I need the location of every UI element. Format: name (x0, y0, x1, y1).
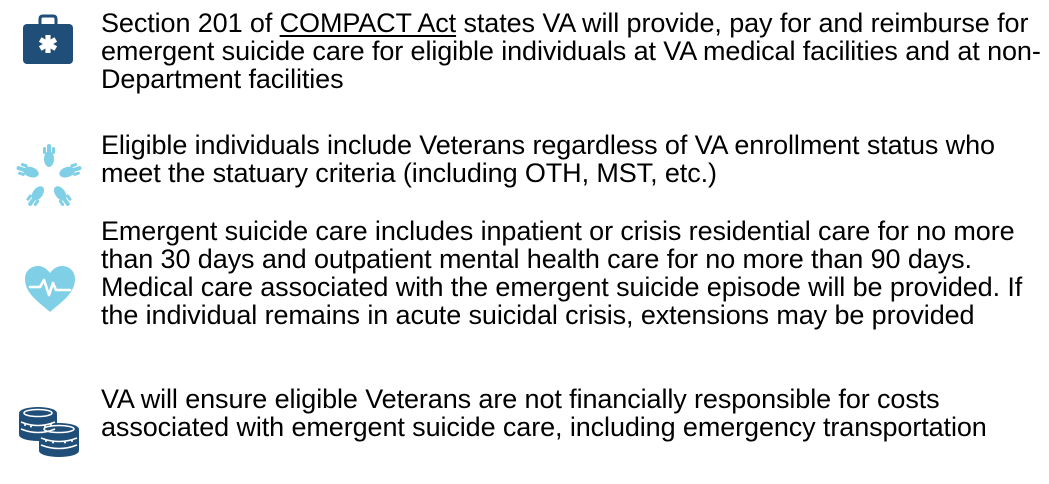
bullet-text: Emergent suicide care includes inpatient or crisis residential care for no more than 30 days and outpatient mental health care for no more than 90 days. Medical care associated with the emergent suicide episode will be provided. If the individual remains in acute suicidal crisis, extensions may be provided (101, 216, 1023, 330)
text-prefix: Section 201 of (101, 8, 280, 38)
medical-kit-icon (18, 10, 78, 70)
bullet-text: VA will ensure eligible Veterans are not financially responsible for costs associated with emergent suicide care, including emergency transportation (101, 384, 987, 442)
bullet-text (101, 9, 1041, 93)
compact-act-link[interactable]: COMPACT Act (279, 8, 457, 38)
bullet-text: Eligible individuals include Veterans regardless of VA enrollment status who meet the statuary criteria (including OTH, MST, etc.) (101, 130, 995, 188)
heartbeat-icon (22, 263, 78, 315)
text-suffix: states VA will provide, pay for and reimburse for emergent suicide care for eligible individuals at VA medical facilities and at non-Department facilities (101, 8, 1041, 94)
joined-hands-icon (14, 143, 84, 213)
coins-icon (17, 403, 83, 459)
